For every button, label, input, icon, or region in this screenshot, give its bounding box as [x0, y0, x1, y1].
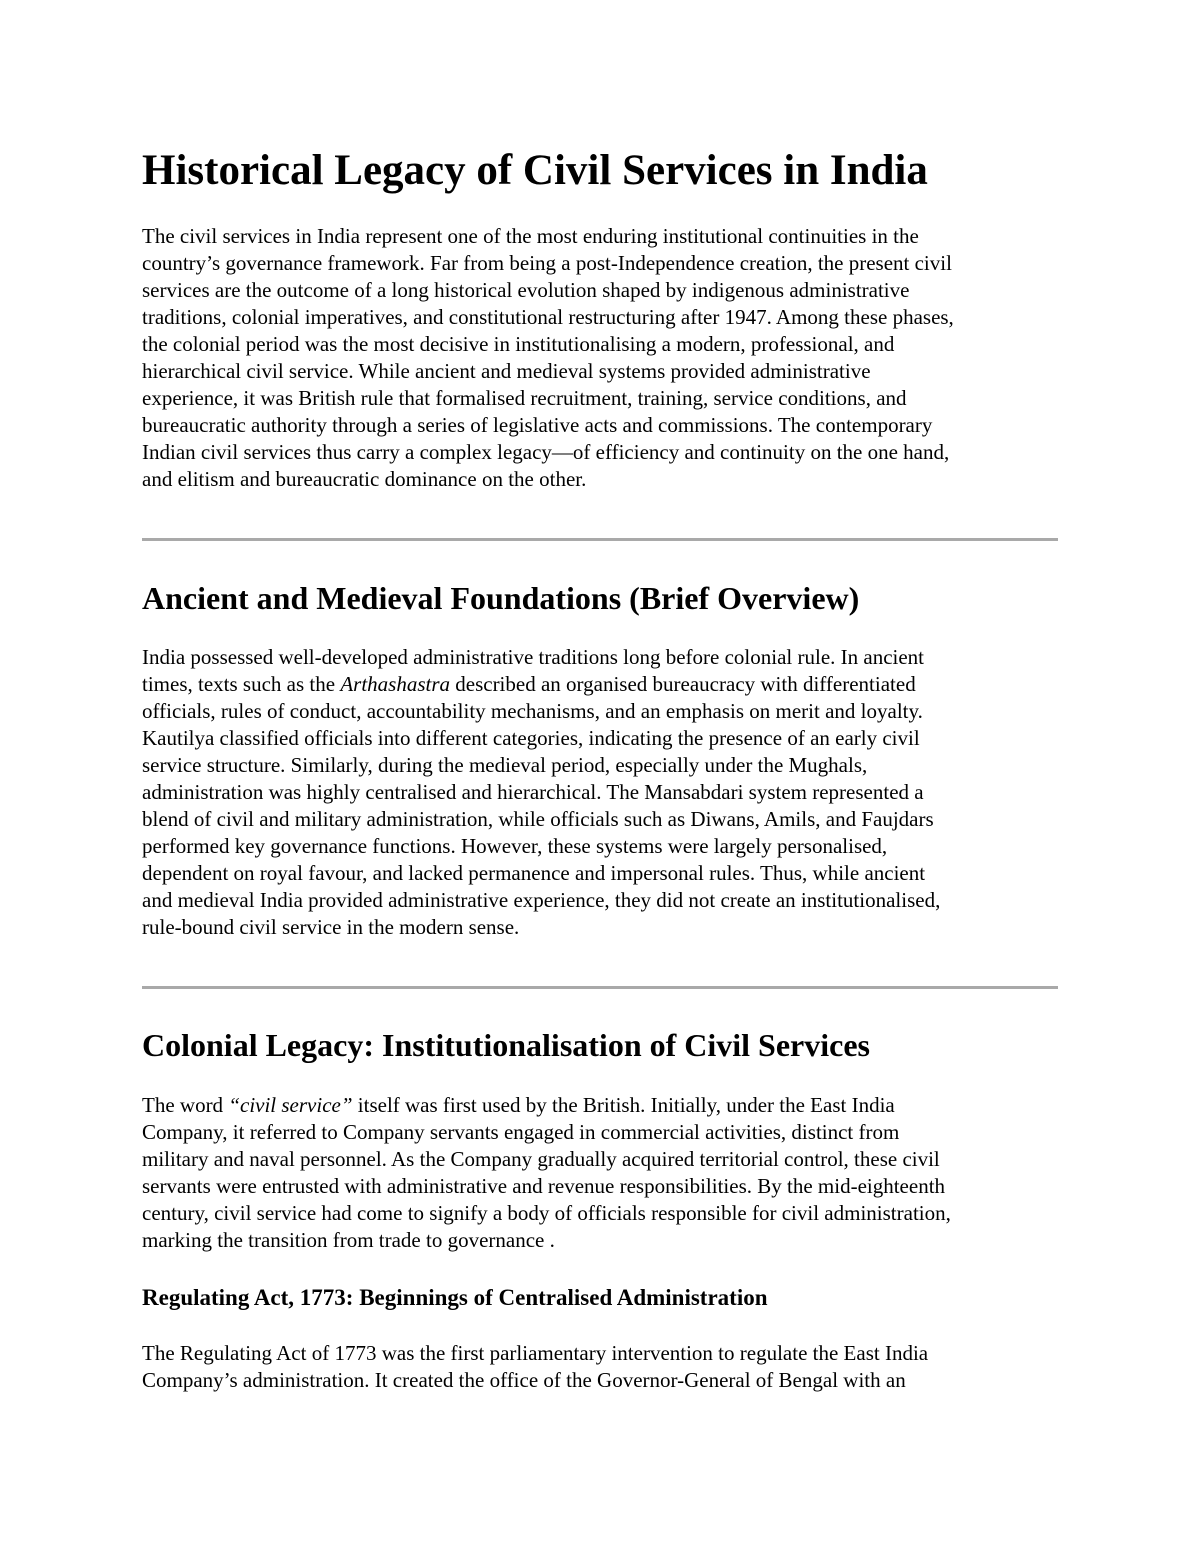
paragraph-line: officials, rules of conduct, accountability mechanisms, and an emphasis on merit and loyalty. [142, 699, 923, 723]
paragraph-line: military and naval personnel. As the Company gradually acquired territorial control, these civil [142, 1147, 940, 1171]
paragraph-line: bureaucratic authority through a series of legislative acts and commissions. The contemporary [142, 413, 933, 437]
paragraph-line: rule-bound civil service in the modern sense. [142, 915, 520, 939]
section-heading-colonial-legacy: Colonial Legacy: Institutionalisation of Civil Services [142, 1027, 870, 1063]
section-divider [142, 538, 1058, 541]
paragraph-line: and elitism and bureaucratic dominance on the other. [142, 467, 587, 491]
paragraph-line: Company’s administration. It created the office of the Governor-General of Bengal with an [142, 1368, 906, 1392]
paragraph-line: The Regulating Act of 1773 was the first parliamentary intervention to regulate the East India [142, 1341, 929, 1365]
paragraph-line: India possessed well-developed administrative traditions long before colonial rule. In ancient [142, 645, 925, 669]
term-emphasis: “civil service” [228, 1093, 353, 1117]
regulating-act-paragraph [142, 1340, 1058, 1394]
subsection-heading-regulating-act: Regulating Act, 1773: Beginnings of Centralised Administration [142, 1285, 768, 1310]
text-run: times, texts such as the [142, 672, 341, 696]
paragraph-line: The civil services in India represent one of the most enduring institutional continuities in the [142, 224, 919, 248]
document-title: Historical Legacy of Civil Services in India [142, 147, 928, 194]
paragraph-line: century, civil service had come to signify a body of officials responsible for civil administration, [142, 1201, 951, 1225]
paragraph-line [142, 671, 1058, 698]
paragraph-line: traditions, colonial imperatives, and constitutional restructuring after 1947. Among these phases, [142, 305, 954, 329]
text-run: described an organised bureaucracy with differentiated [450, 672, 916, 696]
paragraph-line: dependent on royal favour, and lacked permanence and impersonal rules. Thus, while ancient [142, 861, 926, 885]
paragraph-line: the colonial period was the most decisive in institutionalising a modern, professional, and [142, 332, 895, 356]
section-heading-ancient-medieval: Ancient and Medieval Foundations (Brief Overview) [142, 580, 860, 616]
paragraph-line: and medieval India provided administrative experience, they did not create an institutionalised, [142, 888, 941, 912]
paragraph-line: services are the outcome of a long historical evolution shaped by indigenous administrative [142, 278, 910, 302]
paragraph-line [142, 1092, 1058, 1119]
paragraph-line: service structure. Similarly, during the medieval period, especially under the Mughals, [142, 753, 868, 777]
paragraph-line: marking the transition from trade to governance . [142, 1228, 555, 1252]
paragraph-line: blend of civil and military administration, while officials such as Diwans, Amils, and Faujdars [142, 807, 934, 831]
book-title-emphasis: Arthashastra [340, 672, 450, 696]
paragraph-line: experience, it was British rule that formalised recruitment, training, service conditions, and [142, 386, 907, 410]
section-divider [142, 986, 1058, 989]
ancient-medieval-paragraph [142, 644, 1058, 941]
paragraph-line: Indian civil services thus carry a complex legacy—of efficiency and continuity on the one hand, [142, 440, 950, 464]
paragraph-line: country’s governance framework. Far from being a post-Independence creation, the present civil [142, 251, 952, 275]
paragraph-line: hierarchical civil service. While ancient and medieval systems provided administrative [142, 359, 871, 383]
paragraph-line: administration was highly centralised and hierarchical. The Mansabdari system represented a [142, 780, 924, 804]
text-run: itself was first used by the British. Initially, under the East India [352, 1093, 895, 1117]
text-run: The word [142, 1093, 229, 1117]
paragraph-line: Company, it referred to Company servants engaged in commercial activities, distinct from [142, 1120, 900, 1144]
paragraph-line: servants were entrusted with administrative and revenue responsibilities. By the mid-eighteenth [142, 1174, 946, 1198]
colonial-legacy-paragraph [142, 1092, 1058, 1254]
intro-paragraph [142, 223, 1058, 493]
paragraph-line: Kautilya classified officials into different categories, indicating the presence of an early civil [142, 726, 920, 750]
paragraph-line: performed key governance functions. However, these systems were largely personalised, [142, 834, 888, 858]
